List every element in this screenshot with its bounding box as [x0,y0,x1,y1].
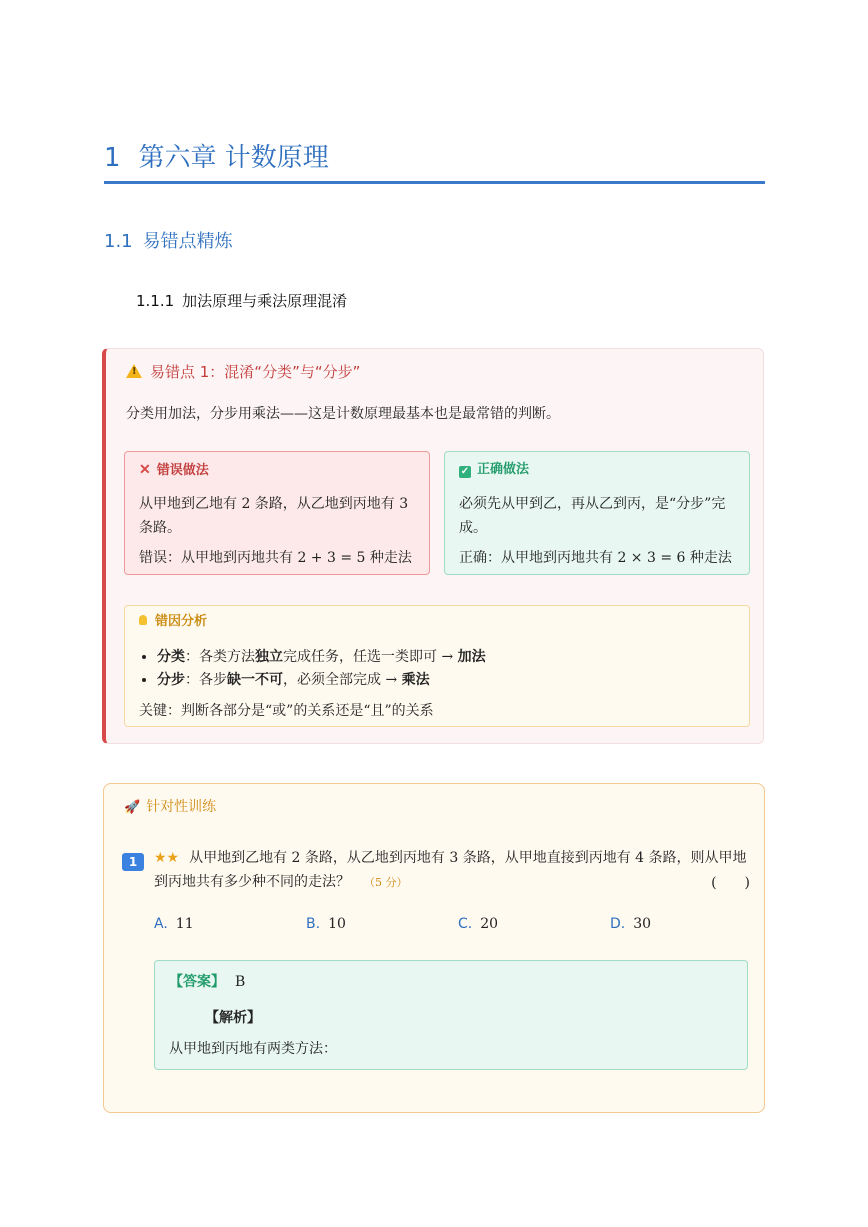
right-approach-box [444,451,750,575]
option-c[interactable] [458,912,498,936]
list-text: ：各类方法 [185,649,255,665]
rocket-icon: 🚀 [124,800,141,815]
right-approach-body [459,492,741,570]
wrong-approach-box [124,451,430,575]
wrong-approach-body [139,492,421,570]
right-approach-line-2: 正确：从甲地到丙地共有 2 × 3 = 6 种走法 [459,550,732,566]
mistake-title [126,361,360,383]
subsection-number: 1.1.1 [136,292,175,310]
subsection-title: 加法原理与乘法原理混淆 [182,292,348,310]
error-analysis-box [124,605,750,727]
error-analysis-key: 关键：判断各部分是“或”的关系还是“且”的关系 [139,703,434,719]
subsection-heading [136,290,347,312]
list-emphasis: 缺一不可 [227,672,283,688]
option-a[interactable] [154,912,194,936]
list-text: ：各步 [185,672,227,688]
option-value: 11 [175,916,194,932]
answer-box [154,960,748,1070]
error-analysis-title [139,612,207,632]
right-approach-line-1: 必须先从甲到乙，再从乙到丙，是“分步”完成。 [459,496,726,536]
option-label: A. [154,916,168,932]
list-text: ，必须全部完成 → [283,672,402,688]
list-emphasis: 加法 [457,649,486,665]
answer-blank: ( ) [711,875,750,891]
difficulty-stars: ★★ [154,850,180,866]
question-text [154,846,750,895]
list-item [157,669,486,692]
term-multiplication: 分步 [157,672,185,688]
answer-tag: 【答案】 [169,974,225,990]
option-value: 10 [328,916,346,932]
section-heading [104,229,233,255]
wrong-approach-title [139,460,209,481]
option-d[interactable] [610,912,651,936]
mistake-intro: 分类用加法，分步用乘法——这是计数原理最基本也是最常错的判断。 [126,406,560,422]
wrong-approach-title-text: 错误做法 [156,463,209,478]
option-value: 30 [633,916,652,932]
error-analysis-list [139,646,486,692]
list-text: 完成任务，任选一类即可 → [283,649,458,665]
chapter-heading [104,138,765,184]
question-number-badge: 1 [122,853,144,871]
option-value: 20 [480,916,499,932]
option-label: B. [306,916,321,932]
right-approach-title-text: 正确做法 [477,462,530,477]
option-label: C. [458,916,473,932]
section-title: 易错点精炼 [142,231,233,252]
answer-line [169,971,245,993]
section-number: 1.1 [104,231,133,252]
wrong-approach-line-1: 从甲地到乙地有 2 条路，从乙地到丙地有 3 条路。 [139,496,409,536]
list-emphasis: 乘法 [401,672,430,688]
mistake-callout [102,348,764,744]
option-b[interactable] [306,912,346,936]
mistake-title-text: 易错点 1：混淆“分类”与“分步” [150,363,361,381]
chapter-number: 1 [104,143,121,173]
term-addition: 分类 [157,649,185,665]
training-title [124,796,216,819]
question-options [154,912,762,936]
training-box [103,783,765,1113]
warning-icon [126,364,142,378]
chapter-title: 第六章 计数原理 [138,143,329,173]
list-item [157,646,486,669]
answer-value: B [235,974,246,990]
question-body: 从甲地到乙地有 2 条路，从乙地到丙地有 3 条路，从甲地直接到丙地有 4 条路，则从甲地到丙地共有多少种不同的走法？ [154,850,747,890]
solution-text: 从甲地到丙地有两类方法： [169,1041,337,1057]
option-label: D. [610,916,626,932]
check-icon: ✓ [460,466,470,477]
solution-tag: 【解析】 [205,1010,261,1026]
right-approach-title [459,460,529,480]
error-analysis-title-text: 错因分析 [155,614,208,629]
x-icon: ✕ [139,462,151,478]
training-title-text: 针对性训练 [146,799,217,815]
wrong-approach-line-2: 错误：从甲地到丙地共有 2 + 3 = 5 种走法 [139,550,412,566]
question-score: （5 分） [364,876,408,889]
list-emphasis: 独立 [255,649,283,665]
bulb-icon [139,615,147,625]
